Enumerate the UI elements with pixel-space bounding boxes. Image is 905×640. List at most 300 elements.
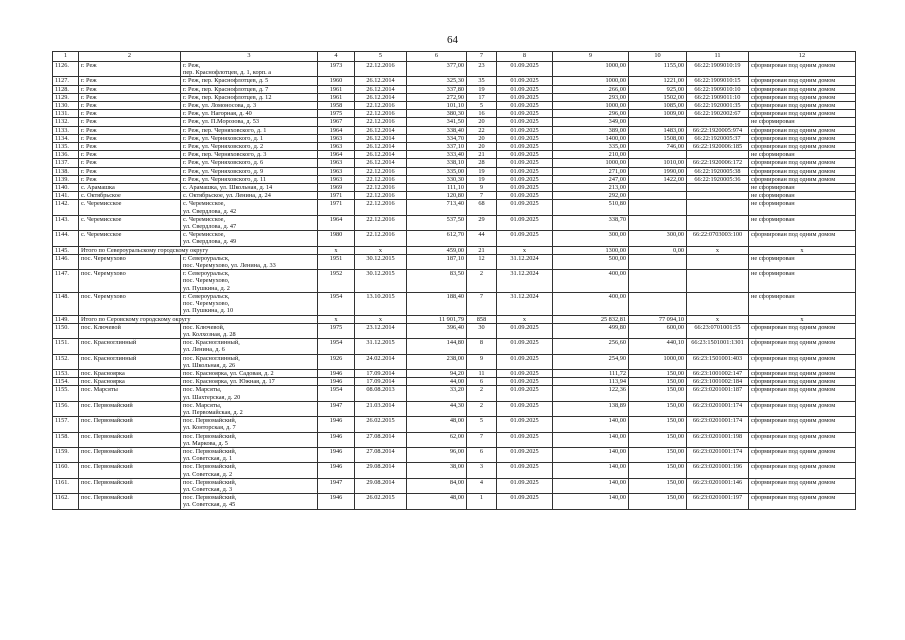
cell-land-status: сформирован под одним домом: [749, 339, 856, 354]
cell-address: г. Реж, ул. Черняховского, д. 1: [181, 134, 318, 142]
cell-date: 30.12.2015: [355, 254, 407, 269]
cell-plot-area: [629, 151, 687, 159]
cell-row-number: 1132.: [53, 118, 79, 126]
cell-row-number: 1154.: [53, 378, 79, 386]
cell-deadline: 01.09.2025: [497, 463, 553, 478]
cell-address: г. Реж, пер. Черняховского, д. 3: [181, 151, 318, 159]
cell-land-status: сформирован под одним домом: [749, 167, 856, 175]
table-row: [53, 478, 856, 493]
cell-settlement: пос. Первомайский: [79, 432, 181, 447]
table-row: [53, 292, 856, 315]
cell-cost: 254,90: [553, 354, 629, 369]
cell-settlement: г. Реж: [79, 175, 181, 183]
cell-cadastral-number: 66:22:1909011:10: [687, 93, 749, 101]
cell-address: с. Черемисское, ул. Свердлова, д. 49: [181, 231, 318, 246]
table-row: [53, 339, 856, 354]
cell-settlement: г. Реж: [79, 102, 181, 110]
cell-deadline: 31.12.2024: [497, 292, 553, 315]
cell-cadastral-number: 66:22:1902002:67: [687, 110, 749, 118]
cell-land-status: не сформирован: [749, 192, 856, 200]
cell-date: 22.12.2016: [355, 231, 407, 246]
cell-area: 48,00: [407, 417, 467, 432]
cell-row-number: 1137.: [53, 159, 79, 167]
table-row: [53, 175, 856, 183]
cell-date: 22.12.2016: [355, 184, 407, 192]
cell-residents: 22: [467, 126, 497, 134]
cell-address: г. Реж, пер. Краснофлотцев, д. 5: [181, 77, 318, 85]
cell-settlement: г. Реж: [79, 167, 181, 175]
cell-area: 459,00: [407, 246, 467, 254]
cell-settlement: с. Октябрьское: [79, 192, 181, 200]
cell-cost: 25 832,81: [553, 315, 629, 323]
table-row: [53, 432, 856, 447]
cell-deadline: 01.09.2025: [497, 167, 553, 175]
cell-cadastral-number: 66:23:1001002:147: [687, 369, 749, 377]
cell-land-status: сформирован под одним домом: [749, 369, 856, 377]
cell-date: 26.02.2015: [355, 494, 407, 509]
cell-residents: 17: [467, 93, 497, 101]
cell-residents: 2: [467, 270, 497, 293]
cell-row-number: 1157.: [53, 417, 79, 432]
table-row: [53, 231, 856, 246]
cell-deadline: 01.09.2025: [497, 184, 553, 192]
cell-cadastral-number: [687, 292, 749, 315]
cell-plot-area: [629, 254, 687, 269]
cell-settlement: пос. Ключевой: [79, 323, 181, 338]
cell-address: пос. Ключевой, ул. Колхозная, д. 28: [181, 323, 318, 338]
cell-plot-area: [629, 118, 687, 126]
cell-date: 22.12.2016: [355, 102, 407, 110]
table-row: [53, 246, 856, 254]
cell-cadastral-number: [687, 254, 749, 269]
cell-row-number: 1161.: [53, 478, 79, 493]
cell-year-built: 1954: [318, 386, 355, 401]
cell-cadastral-number: 66:22:1920005:37: [687, 134, 749, 142]
cell-deadline: 31.12.2024: [497, 270, 553, 293]
cell-residents: 7: [467, 292, 497, 315]
cell-plot-area: 150,00: [629, 463, 687, 478]
column-header: 7: [467, 52, 497, 62]
cell-year-built: 1964: [318, 151, 355, 159]
cell-residents: 5: [467, 102, 497, 110]
column-header: 3: [181, 52, 318, 62]
cell-address: г. Реж, ул. Черняховского, д. 2: [181, 143, 318, 151]
cell-date: 22.12.2016: [355, 167, 407, 175]
cell-date: 21.03.2014: [355, 401, 407, 416]
cell-settlement: пос. Красноглинный: [79, 339, 181, 354]
cell-area: 44,00: [407, 378, 467, 386]
cell-area: 537,50: [407, 215, 467, 230]
cell-deadline: 01.09.2025: [497, 62, 553, 77]
cell-address: г. Реж, пер. Черняховского, д. 1: [181, 126, 318, 134]
cell-area: 101,10: [407, 102, 467, 110]
cell-deadline: 01.09.2025: [497, 231, 553, 246]
cell-year-built: 1946: [318, 494, 355, 509]
cell-area: 96,00: [407, 447, 467, 462]
cell-settlement: г. Реж: [79, 118, 181, 126]
column-header: 8: [497, 52, 553, 62]
cell-date: 22.12.2016: [355, 62, 407, 77]
cell-settlement: с. Черемисское: [79, 215, 181, 230]
cell-settlement: пос. Черемухово: [79, 292, 181, 315]
cell-plot-area: 150,00: [629, 494, 687, 509]
cell-cost: 140,00: [553, 463, 629, 478]
cell-address: пос. Первомайский, ул. Маркова, д. 5: [181, 432, 318, 447]
cell-plot-area: [629, 270, 687, 293]
cell-area: 38,00: [407, 463, 467, 478]
cell-area: 334,70: [407, 134, 467, 142]
cell-year-built: 1967: [318, 118, 355, 126]
cell-cadastral-number: x: [687, 246, 749, 254]
cell-land-status: не сформирован: [749, 151, 856, 159]
cell-year-built: 1963: [318, 159, 355, 167]
cell-cadastral-number: 66:23:0201001:196: [687, 463, 749, 478]
table-row: [53, 102, 856, 110]
cell-area: 380,30: [407, 110, 467, 118]
cell-date: 17.09.2014: [355, 369, 407, 377]
cell-cadastral-number: 66:22:1909010:10: [687, 85, 749, 93]
cell-cost: 1000,00: [553, 102, 629, 110]
cell-cost: 335,00: [553, 143, 629, 151]
cell-date: 24.02.2014: [355, 354, 407, 369]
cell-cadastral-number: 66:23:0201001:197: [687, 494, 749, 509]
cell-cost: 140,00: [553, 447, 629, 462]
cell-area: 11 901,79: [407, 315, 467, 323]
cell-plot-area: 600,00: [629, 323, 687, 338]
cell-date: 30.12.2015: [355, 270, 407, 293]
cell-plot-area: 1155,00: [629, 62, 687, 77]
cell-settlement: г. Реж: [79, 159, 181, 167]
register-table: [52, 51, 856, 510]
cell-deadline: 01.09.2025: [497, 175, 553, 183]
cell-cost: 210,00: [553, 151, 629, 159]
cell-year-built: 1926: [318, 354, 355, 369]
cell-year-built: 1946: [318, 447, 355, 462]
cell-cost: 400,00: [553, 270, 629, 293]
cell-area: 335,00: [407, 167, 467, 175]
cell-address: пос. Первомайский, ул. Советская, д. 2: [181, 463, 318, 478]
cell-plot-area: 1000,00: [629, 354, 687, 369]
cell-area: 377,00: [407, 62, 467, 77]
cell-area: 33,20: [407, 386, 467, 401]
cell-year-built: 1961: [318, 85, 355, 93]
cell-cadastral-number: x: [687, 315, 749, 323]
cell-date: 22.12.2016: [355, 200, 407, 215]
cell-row-number: 1147.: [53, 270, 79, 293]
cell-land-status: сформирован под одним домом: [749, 417, 856, 432]
cell-year-built: 1961: [318, 93, 355, 101]
cell-plot-area: 150,00: [629, 478, 687, 493]
cell-plot-area: 150,00: [629, 386, 687, 401]
cell-cadastral-number: 66:23:0701001:55: [687, 323, 749, 338]
cell-cadastral-number: 66:22:1920006:185: [687, 143, 749, 151]
cell-year-built: 1946: [318, 463, 355, 478]
cell-deadline: 01.09.2025: [497, 143, 553, 151]
cell-year-built: 1952: [318, 270, 355, 293]
cell-area: 330,30: [407, 175, 467, 183]
cell-cost: 247,00: [553, 175, 629, 183]
cell-land-status: сформирован под одним домом: [749, 463, 856, 478]
cell-plot-area: 1010,00: [629, 159, 687, 167]
cell-deadline: 01.09.2025: [497, 386, 553, 401]
cell-deadline: 31.12.2024: [497, 254, 553, 269]
cell-row-number: 1139.: [53, 175, 79, 183]
cell-deadline: 01.09.2025: [497, 192, 553, 200]
table-row: [53, 184, 856, 192]
cell-area: 337,80: [407, 85, 467, 93]
cell-land-status: сформирован под одним домом: [749, 378, 856, 386]
cell-cost: 271,00: [553, 167, 629, 175]
cell-cost: 140,00: [553, 432, 629, 447]
cell-year-built: 1969: [318, 184, 355, 192]
cell-settlement: г. Реж: [79, 77, 181, 85]
cell-date: 26.12.2014: [355, 126, 407, 134]
cell-land-status: не сформирован: [749, 215, 856, 230]
cell-land-status: x: [749, 246, 856, 254]
cell-cadastral-number: [687, 215, 749, 230]
table-row: [53, 118, 856, 126]
cell-residents: 20: [467, 134, 497, 142]
cell-settlement: пос. Первомайский: [79, 417, 181, 432]
cell-area: 94,20: [407, 369, 467, 377]
cell-plot-area: [629, 215, 687, 230]
table-row: [53, 110, 856, 118]
cell-cost: 349,00: [553, 118, 629, 126]
cell-plot-area: 150,00: [629, 401, 687, 416]
cell-area: 238,00: [407, 354, 467, 369]
cell-cost: 296,00: [553, 110, 629, 118]
cell-address: пос. Марсяты, ул. Первомайская, д. 2: [181, 401, 318, 416]
cell-year-built: 1963: [318, 175, 355, 183]
cell-residents: 19: [467, 85, 497, 93]
column-header: 2: [79, 52, 181, 62]
cell-deadline: 01.09.2025: [497, 417, 553, 432]
cell-plot-area: 150,00: [629, 447, 687, 462]
cell-land-status: сформирован под одним домом: [749, 85, 856, 93]
cell-cost: 113,94: [553, 378, 629, 386]
cell-year-built: 1963: [318, 134, 355, 142]
cell-address: пос. Первомайский, ул. Конторская, д. 7: [181, 417, 318, 432]
cell-year-built: 1946: [318, 417, 355, 432]
cell-land-status: сформирован под одним домом: [749, 494, 856, 509]
cell-date: 26.12.2014: [355, 151, 407, 159]
cell-plot-area: [629, 292, 687, 315]
cell-plot-area: 150,00: [629, 369, 687, 377]
cell-land-status: сформирован под одним домом: [749, 126, 856, 134]
cell-year-built: 1973: [318, 62, 355, 77]
cell-date: 31.12.2015: [355, 339, 407, 354]
cell-area: 83,50: [407, 270, 467, 293]
cell-residents: 28: [467, 159, 497, 167]
table-row: [53, 167, 856, 175]
cell-date: 22.12.2016: [355, 215, 407, 230]
cell-residents: 6: [467, 447, 497, 462]
cell-residents: 858: [467, 315, 497, 323]
cell-plot-area: 1508,00: [629, 134, 687, 142]
cell-date: 26.12.2014: [355, 85, 407, 93]
cell-deadline: 01.09.2025: [497, 126, 553, 134]
cell-plot-area: 1422,00: [629, 175, 687, 183]
cell-land-status: не сформирован: [749, 200, 856, 215]
cell-deadline: 01.09.2025: [497, 378, 553, 386]
cell-settlement: г. Реж: [79, 143, 181, 151]
cell-settlement: пос. Красноярка: [79, 378, 181, 386]
cell-row-number: 1148.: [53, 292, 79, 315]
cell-date: 29.08.2014: [355, 463, 407, 478]
cell-deadline: 01.09.2025: [497, 110, 553, 118]
cell-cost: 500,00: [553, 254, 629, 269]
column-header: 11: [687, 52, 749, 62]
cell-address: пос. Первомайский, ул. Советская, д. 1: [181, 447, 318, 462]
table-row: [53, 323, 856, 338]
cell-land-status: сформирован под одним домом: [749, 93, 856, 101]
cell-land-status: сформирован под одним домом: [749, 77, 856, 85]
cell-row-number: 1145.: [53, 246, 79, 254]
cell-date: 17.09.2014: [355, 378, 407, 386]
cell-area: 111,10: [407, 184, 467, 192]
cell-row-number: 1127.: [53, 77, 79, 85]
cell-settlement: пос. Первомайский: [79, 401, 181, 416]
cell-cost: 400,00: [553, 292, 629, 315]
cell-row-number: 1130.: [53, 102, 79, 110]
cell-area: 188,40: [407, 292, 467, 315]
table-row: [53, 62, 856, 77]
cell-year-built: 1975: [318, 323, 355, 338]
cell-cadastral-number: [687, 184, 749, 192]
cell-residents: 2: [467, 386, 497, 401]
cell-residents: 3: [467, 463, 497, 478]
cell-plot-area: 440,10: [629, 339, 687, 354]
cell-row-number: 1155.: [53, 386, 79, 401]
cell-cost: 213,00: [553, 184, 629, 192]
cell-year-built: 1975: [318, 110, 355, 118]
cell-row-number: 1146.: [53, 254, 79, 269]
table-row: [53, 126, 856, 134]
cell-cost: 389,00: [553, 126, 629, 134]
cell-settlement: г. Реж: [79, 126, 181, 134]
cell-cost: 510,80: [553, 200, 629, 215]
cell-plot-area: 300,00: [629, 231, 687, 246]
cell-plot-area: 1009,00: [629, 110, 687, 118]
cell-date: 22.12.2016: [355, 118, 407, 126]
cell-cost: 300,00: [553, 231, 629, 246]
cell-residents: 6: [467, 378, 497, 386]
cell-row-number: 1126.: [53, 62, 79, 77]
cell-area: 338,10: [407, 159, 467, 167]
cell-land-status: сформирован под одним домом: [749, 143, 856, 151]
cell-land-status: сформирован под одним домом: [749, 401, 856, 416]
cell-row-number: 1144.: [53, 231, 79, 246]
cell-area: 341,50: [407, 118, 467, 126]
cell-settlement: г. Реж: [79, 151, 181, 159]
cell-settlement: с. Черемисское: [79, 231, 181, 246]
table-row: [53, 494, 856, 509]
cell-year-built: 1963: [318, 143, 355, 151]
cell-plot-area: [629, 184, 687, 192]
cell-residents: 44: [467, 231, 497, 246]
cell-address: г. Североуральск, пос. Черемухово, ул. Пушкина, д. 2: [181, 270, 318, 293]
cell-area: 84,00: [407, 478, 467, 493]
cell-land-status: сформирован под одним домом: [749, 159, 856, 167]
cell-year-built: 1947: [318, 478, 355, 493]
cell-address: пос. Красноглинный, ул. Школьная, д. 26: [181, 354, 318, 369]
cell-plot-area: 150,00: [629, 378, 687, 386]
cell-plot-area: 1483,00: [629, 126, 687, 134]
cell-settlement: пос. Красноглинный: [79, 354, 181, 369]
cell-cadastral-number: 66:23:1501001:403: [687, 354, 749, 369]
cell-year-built: 1964: [318, 215, 355, 230]
cell-row-number: 1152.: [53, 354, 79, 369]
cell-year-built: x: [318, 246, 355, 254]
cell-plot-area: 1085,00: [629, 102, 687, 110]
cell-deadline: 01.09.2025: [497, 215, 553, 230]
cell-residents: 11: [467, 369, 497, 377]
cell-cadastral-number: 66:23:0201001:198: [687, 432, 749, 447]
cell-plot-area: 150,00: [629, 417, 687, 432]
cell-area: 48,00: [407, 494, 467, 509]
table-row: [53, 369, 856, 377]
cell-row-number: 1128.: [53, 85, 79, 93]
table-row: [53, 159, 856, 167]
cell-date: 26.02.2015: [355, 417, 407, 432]
cell-land-status: сформирован под одним домом: [749, 478, 856, 493]
cell-deadline: 01.09.2025: [497, 401, 553, 416]
cell-address: г. Реж, ул. Ломоносова, д. 3: [181, 102, 318, 110]
cell-cost: 1000,00: [553, 77, 629, 85]
table-row: [53, 200, 856, 215]
cell-year-built: 1964: [318, 126, 355, 134]
cell-plot-area: 1502,00: [629, 93, 687, 101]
cell-residents: 20: [467, 118, 497, 126]
table-row: [53, 270, 856, 293]
cell-date: 27.08.2014: [355, 432, 407, 447]
cell-land-status: сформирован под одним домом: [749, 323, 856, 338]
cell-deadline: 01.09.2025: [497, 102, 553, 110]
cell-cost: 1000,00: [553, 159, 629, 167]
cell-residents: 9: [467, 184, 497, 192]
cell-row-number: 1150.: [53, 323, 79, 338]
cell-row-number: 1134.: [53, 134, 79, 142]
cell-land-status: не сформирован: [749, 292, 856, 315]
cell-settlement: г. Реж: [79, 85, 181, 93]
cell-settlement: пос. Первомайский: [79, 463, 181, 478]
cell-cost: 122,36: [553, 386, 629, 401]
cell-plot-area: 746,00: [629, 143, 687, 151]
cell-residents: 29: [467, 215, 497, 230]
cell-address: пос. Первомайский, ул. Советская, д. 3: [181, 478, 318, 493]
cell-cost: 140,00: [553, 494, 629, 509]
cell-land-status: сформирован под одним домом: [749, 354, 856, 369]
cell-address: пос. Красноярка, ул. Садовая, д. 2: [181, 369, 318, 377]
cell-date: x: [355, 246, 407, 254]
table-row: [53, 417, 856, 432]
cell-year-built: 1946: [318, 378, 355, 386]
cell-residents: 1: [467, 494, 497, 509]
cell-settlement: пос. Черемухово: [79, 254, 181, 269]
cell-deadline: 01.09.2025: [497, 159, 553, 167]
cell-row-number: 1142.: [53, 200, 79, 215]
cell-year-built: 1960: [318, 77, 355, 85]
cell-cadastral-number: 66:22:1909010:15: [687, 77, 749, 85]
cell-deadline: 01.09.2025: [497, 118, 553, 126]
cell-year-built: 1946: [318, 369, 355, 377]
cell-plot-area: 1221,00: [629, 77, 687, 85]
cell-deadline: 01.09.2025: [497, 369, 553, 377]
cell-row-number: 1143.: [53, 215, 79, 230]
cell-area: 338,40: [407, 126, 467, 134]
cell-residents: 23: [467, 62, 497, 77]
cell-deadline: 01.09.2025: [497, 339, 553, 354]
